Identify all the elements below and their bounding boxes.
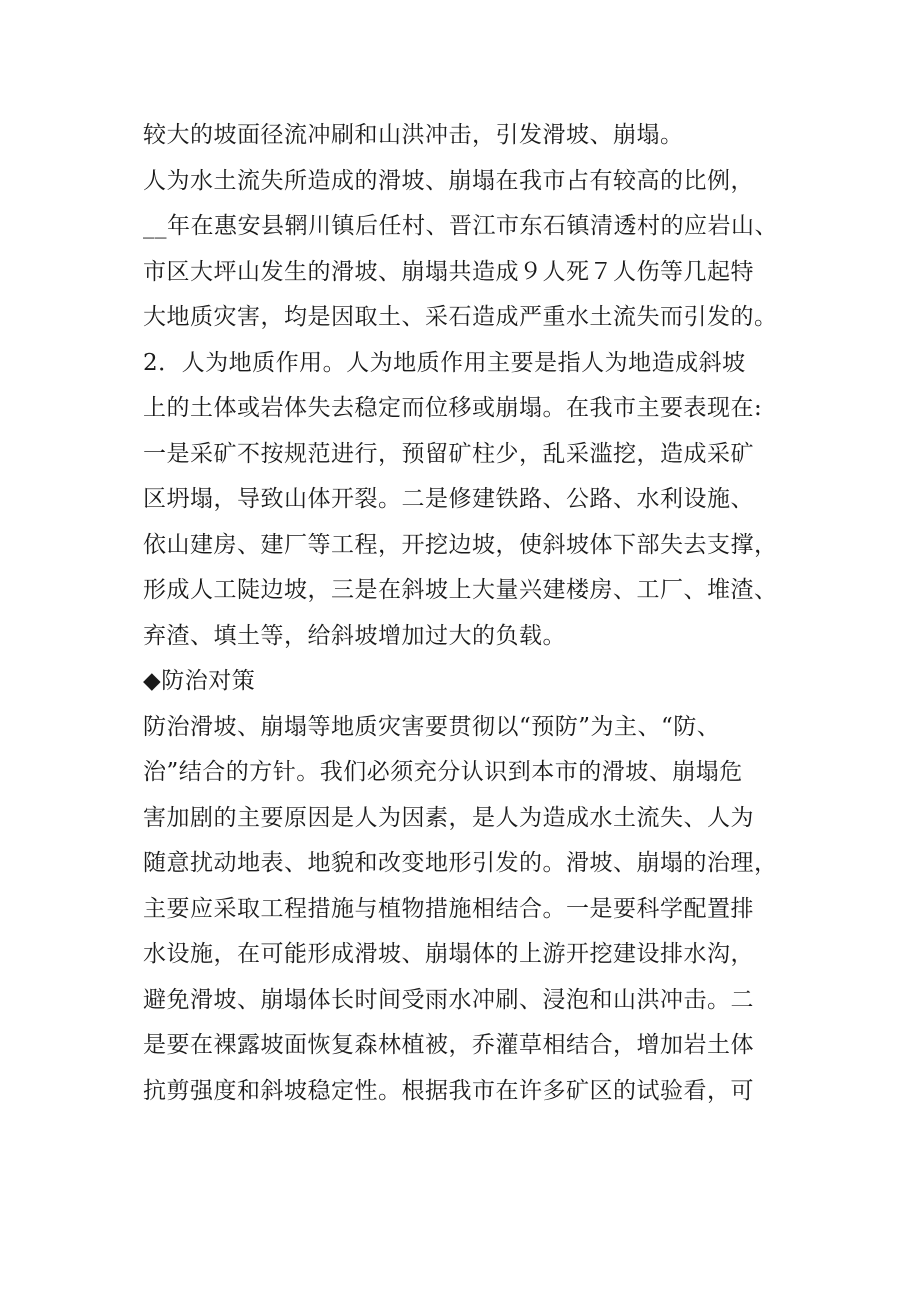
- text-line: 一是采矿不按规范进行，预留矿柱少，乱采滥挖，造成采矿: [143, 440, 754, 467]
- text-line: 上的土体或岩体失去稳定而位移或崩塌。在我市主要表现在:: [143, 395, 763, 421]
- text-line: 主要应采取工程措施与植物措施相结合。一是要科学配置排: [143, 895, 754, 922]
- text-line: 抗剪强度和斜坡稳定性。根据我市在许多矿区的试验看，可: [143, 1077, 754, 1104]
- section-heading: ◆防治对策: [143, 668, 256, 694]
- text-line: 人为水土流失所造成的滑坡、崩塌在我市占有较高的比例，: [143, 167, 754, 194]
- body-text: [143, 113, 823, 1114]
- text-line: 形成人工陡边坡，三是在斜坡上大量兴建楼房、工厂、堆渣、: [143, 577, 778, 603]
- text-line: 防治滑坡、崩塌等地质灾害要贯彻以“预防”为主、“防、: [143, 713, 721, 740]
- text-line: 是要在裸露坡面恢复森林植被，乔灌草相结合，增加岩土体: [143, 1032, 754, 1058]
- text-line: 市区大坪山发生的滑坡、崩塌共造成９人死７人伤等几起特: [143, 258, 754, 285]
- text-line: 2．人为地质作用。人为地质作用主要是指人为地造成斜坡: [143, 349, 746, 376]
- text-line: 大地质灾害，均是因取土、采石造成严重水土流失而引发的。: [143, 304, 778, 330]
- text-line: 较大的坡面径流冲刷和山洪冲击，引发滑坡、崩塌。: [143, 122, 684, 148]
- text-line: 避免滑坡、崩塌体长时间受雨水冲刷、浸泡和山洪冲击。二: [143, 986, 754, 1013]
- text-line: 随意扰动地表、地貌和改变地形引发的。滑坡、崩塌的治理，: [143, 850, 778, 876]
- text-line: __年在惠安县辋川镇后任村、晋江市东石镇清透村的应岩山、: [143, 213, 778, 239]
- text-line: 区坍塌，导致山体开裂。二是修建铁路、公路、水利设施、: [143, 486, 754, 512]
- text-line: 依山建房、建厂等工程，开挖边坡，使斜坡体下部失去支撑，: [143, 531, 778, 558]
- text-line: 弃渣、填土等，给斜坡增加过大的负载。: [143, 622, 566, 649]
- text-line: 害加剧的主要原因是人为因素，是人为造成水土流失、人为: [143, 804, 754, 831]
- text-line: 水设施，在可能形成滑坡、崩塌体的上游开挖建设排水沟，: [143, 941, 754, 967]
- text-line: 治”结合的方针。我们必须充分认识到本市的滑坡、崩塌危: [143, 759, 743, 785]
